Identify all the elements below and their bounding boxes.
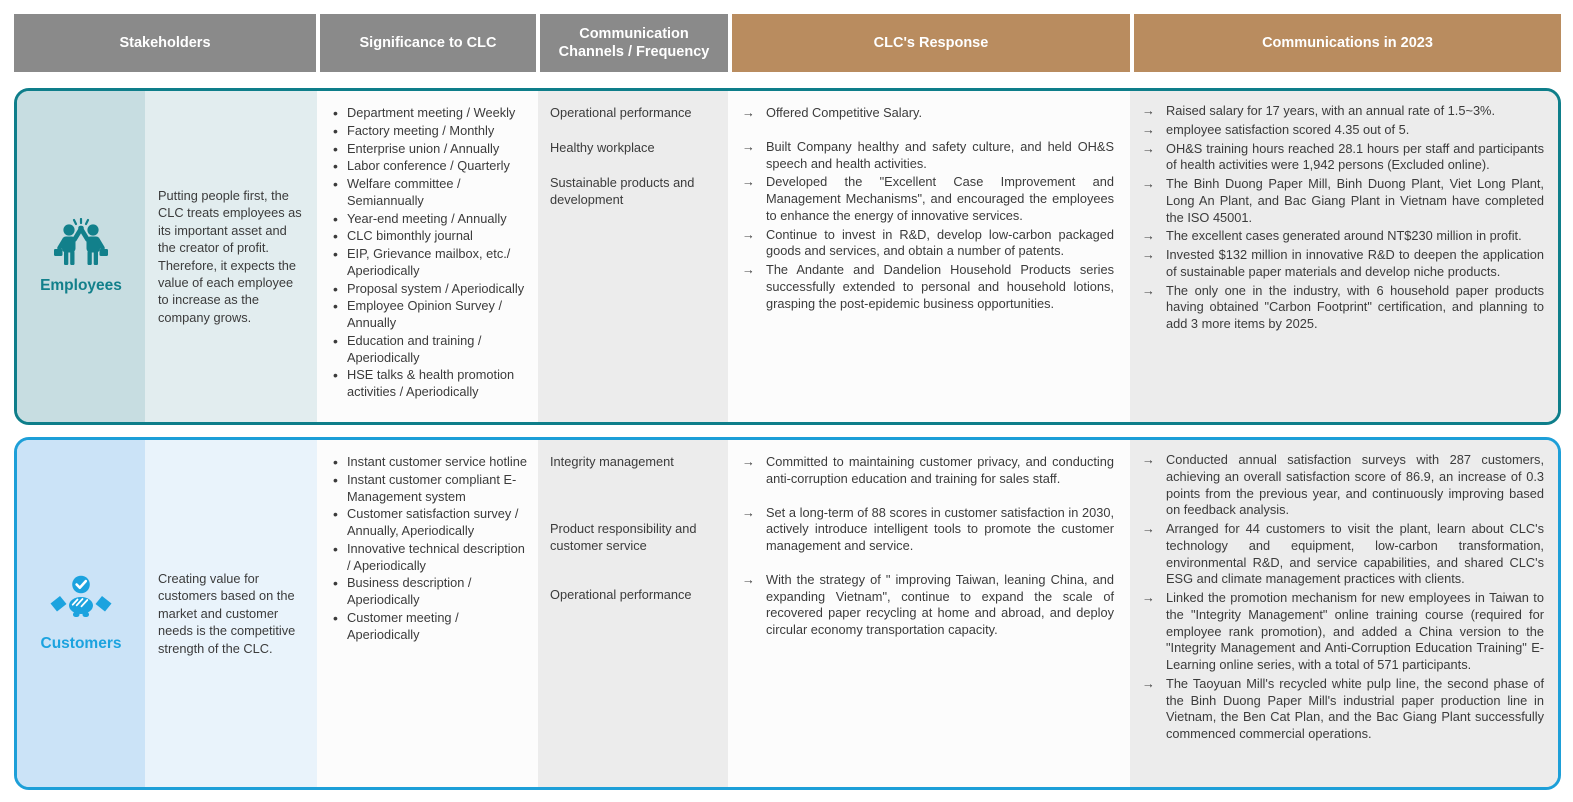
header-label: Communications in 2023 <box>1262 34 1433 51</box>
communication-item: → The excellent cases generated around NT$230 million in profit. <box>1142 228 1544 245</box>
stakeholder-row-employees <box>14 88 1561 425</box>
topics-list <box>550 454 716 604</box>
customers-channels-cell <box>317 440 538 787</box>
communications-list <box>1142 103 1544 333</box>
channel-item: • Customer satisfaction survey / Annually, Aperiodically <box>331 506 528 540</box>
header-label: Stakeholders <box>119 34 211 51</box>
channel-item: • Labor conference / Quarterly <box>331 158 528 175</box>
communication-item: → Arranged for 44 customers to visit the plant, learn about CLC's technology and equipment, low-carbon transformation, environmental R&D, and service capabilities, and shared CLC's ESG and climate management practices with clients. <box>1142 521 1544 588</box>
response-item: → Developed the "Excellent Case Improvement and Management Mechanisms", and encouraged the employees to enhance the energy of innovative services. <box>742 174 1114 224</box>
header-communications-2023 <box>1134 14 1561 72</box>
channel-item: • HSE talks & health promotion activities / Aperiodically <box>331 367 528 401</box>
communications-list <box>1142 452 1544 743</box>
channel-item: • Enterprise union / Annually <box>331 141 528 158</box>
response-item: → With the strategy of " improving Taiwan, leaning China, and expanding Vietnam", continue to expand the scale of recovered paper recycling at home and abroad, and deploy circular economy transportation capacity. <box>742 572 1114 639</box>
topics-list <box>550 105 716 209</box>
channel-item: • Education and training / Aperiodically <box>331 333 528 367</box>
handshake-check-icon <box>49 574 113 628</box>
stakeholder-name: Employees <box>40 277 122 294</box>
channel-item: • Business description / Aperiodically <box>331 575 528 609</box>
communication-item: → Invested $132 million in innovative R&D to deepen the application of sustainable paper materials and develop niche products. <box>1142 247 1544 281</box>
communication-item: → Conducted annual satisfaction surveys with 287 customers, achieving an overall satisfaction score of 86.9, an increase of 0.3 points from the previous year, and continuously improving based on feedback analysis. <box>1142 452 1544 519</box>
channel-item: • Factory meeting / Monthly <box>331 123 528 140</box>
stakeholder-name: Customers <box>40 635 122 652</box>
communication-item: → OH&S training hours reached 28.1 hours per staff and participants of health activities were 1,942 persons (Excluded online). <box>1142 141 1544 175</box>
communication-item: → The only one in the industry, with 6 household paper products having obtained "Carbon Footprint" certification, and planning to add 3 more items by 2025. <box>1142 283 1544 333</box>
topic-item: Operational performance <box>550 586 692 602</box>
header-significance <box>320 14 536 72</box>
channel-item: • Instant customer compliant E-Management system <box>331 472 528 506</box>
response-item: → Set a long-term of 88 scores in customer satisfaction in 2030, actively introduce intelligent tools to promote the customer management and service. <box>742 505 1114 555</box>
response-item: → Offered Competitive Salary. <box>742 105 1114 122</box>
stakeholder-row-customers <box>14 437 1561 790</box>
channel-item: • Instant customer service hotline <box>331 454 528 471</box>
topic-item: Product responsibility and customer service <box>550 520 697 553</box>
channel-item: • Year-end meeting / Annually <box>331 211 528 228</box>
responses-list <box>742 105 1114 312</box>
header-stakeholders <box>14 14 316 72</box>
header-label: Significance to CLC <box>359 34 497 51</box>
customers-communications-cell <box>1130 440 1558 787</box>
customers-icon-cell <box>17 440 145 787</box>
communication-item: → Linked the promotion mechanism for new employees in Taiwan to the "Integrity Management" online training course (required for employee rank promotion), and added a China version to the "Integrity Management and Anti-Corruption Education Training" E-Learning online series, with a total of 571 participants. <box>1142 590 1544 674</box>
channel-item: • Proposal system / Aperiodically <box>331 281 528 298</box>
channel-item: • Customer meeting / Aperiodically <box>331 610 528 644</box>
topic-item: Operational performance <box>550 105 692 120</box>
customers-topics-cell <box>538 440 728 787</box>
responses-list <box>742 454 1114 639</box>
topic-item: Sustainable products and development <box>550 174 695 207</box>
communication-item: → employee satisfaction scored 4.35 out of 5. <box>1142 122 1544 139</box>
customers-response-cell <box>728 440 1130 787</box>
channel-item: • Welfare committee / Semiannually <box>331 176 528 210</box>
header-label: Communication Channels / Frequency <box>558 25 710 60</box>
header-clc-response <box>732 14 1130 72</box>
employees-response-cell <box>728 91 1130 422</box>
channel-item: • Department meeting / Weekly <box>331 105 528 122</box>
communication-item: → Raised salary for 17 years, with an annual rate of 1.5~3%. <box>1142 103 1544 120</box>
channel-item: • EIP, Grievance mailbox, etc./ Aperiodically <box>331 246 528 280</box>
response-item: → The Andante and Dandelion Household Products series successfully extended to personal and household lotions, grasping the post-epidemic business opportunities. <box>742 262 1114 312</box>
channels-list <box>331 105 528 401</box>
topic-item: Healthy workplace <box>550 139 655 155</box>
response-item: → Built Company healthy and safety culture, and held OH&S speech and health activities. <box>742 139 1114 173</box>
high-five-people-icon <box>49 218 113 270</box>
significance-text: Putting people first, the CLC treats employees as its important asset and the creator of profit. Therefore, it expects the value of each employee to increase as the company grows. <box>158 187 302 325</box>
topic-item: Integrity management <box>550 454 674 469</box>
channel-item: • Employee Opinion Survey / Annually <box>331 298 528 332</box>
channel-item: • CLC bimonthly journal <box>331 228 528 245</box>
channels-list <box>331 454 528 643</box>
response-item: → Committed to maintaining customer privacy, and conducting anti-corruption education and training for sales staff. <box>742 454 1114 488</box>
response-item: → Continue to invest in R&D, develop low-carbon packaged goods and services, and obtain a number of patents. <box>742 227 1114 261</box>
employees-channels-cell <box>317 91 538 422</box>
header-label: CLC's Response <box>873 34 989 51</box>
channel-item: • Innovative technical description / Aperiodically <box>331 541 528 575</box>
significance-text: Creating value for customers based on the market and customer needs is the competitive strength of the CLC. <box>158 571 296 656</box>
employees-communications-cell <box>1130 91 1558 422</box>
communication-item: → The Taoyuan Mill's recycled white pulp line, the second phase of the Binh Duong Paper Mill's industrial paper production line in Vietnam, the Ben Cat Plan, and the Bac Giang Plant successfully commenced commercial operations. <box>1142 676 1544 743</box>
communication-item: → The Binh Duong Paper Mill, Binh Duong Plant, Viet Long Plant, Long An Plant, and Bac Giang Plant in Vietnam have completed the ISO 45001. <box>1142 176 1544 226</box>
table-header-row <box>14 14 1561 72</box>
header-communication-channels <box>540 14 728 72</box>
employees-topics-cell <box>538 91 728 422</box>
employees-significance-cell <box>145 91 317 422</box>
employees-icon-cell <box>17 91 145 422</box>
customers-significance-cell <box>145 440 317 787</box>
